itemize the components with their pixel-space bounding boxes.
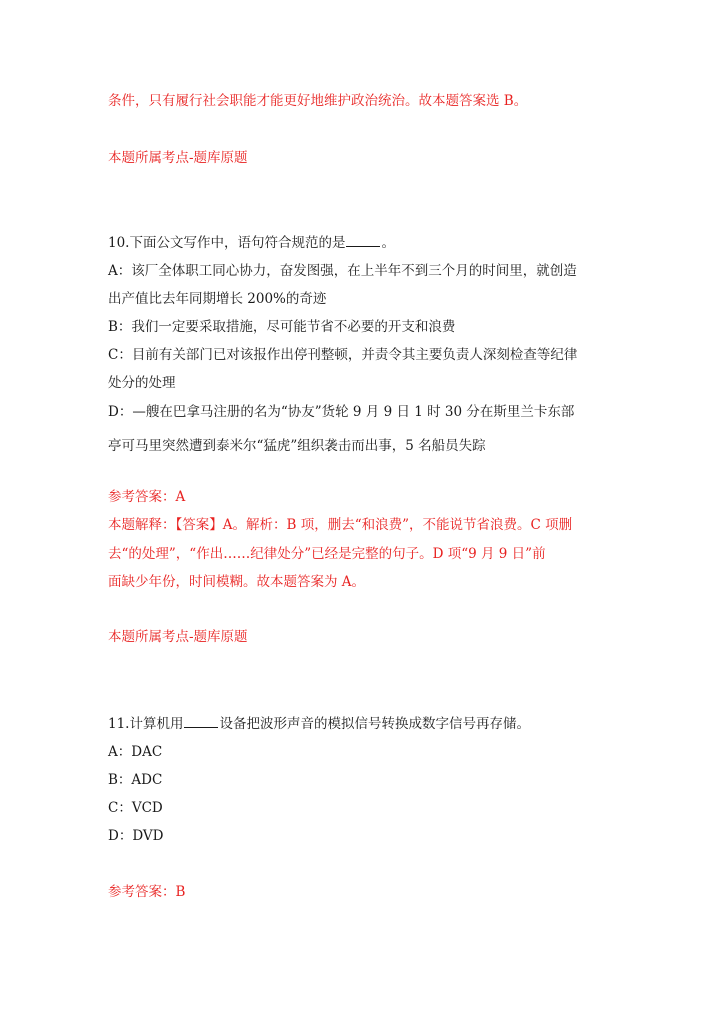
- q9-source: 本题所属考点-题库原题: [108, 150, 248, 166]
- q10-option-b: B：我们一定要采取措施，尽可能节省不必要的开支和浪费: [108, 319, 456, 335]
- q11-option-c: C：VCD: [108, 800, 163, 816]
- q11-stem-prefix: 11.计算机用: [108, 716, 184, 732]
- q10-explain-line3: 面缺少年份，时间模糊。故本题答案为 A。: [108, 574, 366, 590]
- q11-answer: 参考答案：B: [108, 884, 186, 900]
- q11-stem: [108, 713, 628, 734]
- q11-option-d: D：DVD: [108, 828, 164, 844]
- q10-explain-line2: 去“的处理”，“作出……纪律处分”已经是完整的句子。D 项“9 月 9 日”前: [108, 546, 546, 562]
- q10-option-c-line1: C：目前有关部门已对该报作出停刊整顿，并责令其主要负责人深刻检查等纪律: [108, 347, 578, 363]
- q10-stem: [108, 232, 628, 253]
- q9-analysis-tail: 条件，只有履行社会职能才能更好地维护政治统治。故本题答案选 B。: [108, 93, 528, 109]
- q10-stem-suffix: 。: [381, 235, 395, 251]
- q10-option-d-line2: 亭可马里突然遭到泰米尔“猛虎”组织袭击而出事，5 名船员失踪: [108, 438, 486, 454]
- q10-answer: 参考答案：A: [108, 489, 186, 505]
- q10-explain-line1: 本题解释：【答案】A。解析：B 项，删去“和浪费”，不能说节省浪费。C 项删: [108, 517, 573, 533]
- q10-stem-prefix: 10.下面公文写作中，语句符合规范的是: [108, 235, 346, 251]
- q11-option-a: A：DAC: [108, 744, 163, 760]
- q11-option-b: B：ADC: [108, 772, 163, 788]
- q10-option-a-line1: A：该厂全体职工同心协力，奋发图强，在上半年不到三个月的时间里，就创造: [108, 263, 577, 279]
- q10-option-c-line2: 处分的处理: [108, 375, 176, 391]
- q10-option-d-line1: D：—艘在巴拿马注册的名为“协友”货轮 9 月 9 日 1 时 30 分在斯里兰卡东部: [108, 404, 575, 420]
- q10-source: 本题所属考点-题库原题: [108, 629, 248, 645]
- q10-blank: [346, 232, 380, 247]
- q10-option-a-line2: 出产值比去年同期增长 200%的奇迹: [108, 291, 327, 307]
- q11-stem-suffix: 设备把波形声音的模拟信号转换成数字信号再存储。: [219, 716, 530, 732]
- q11-blank: [184, 713, 218, 728]
